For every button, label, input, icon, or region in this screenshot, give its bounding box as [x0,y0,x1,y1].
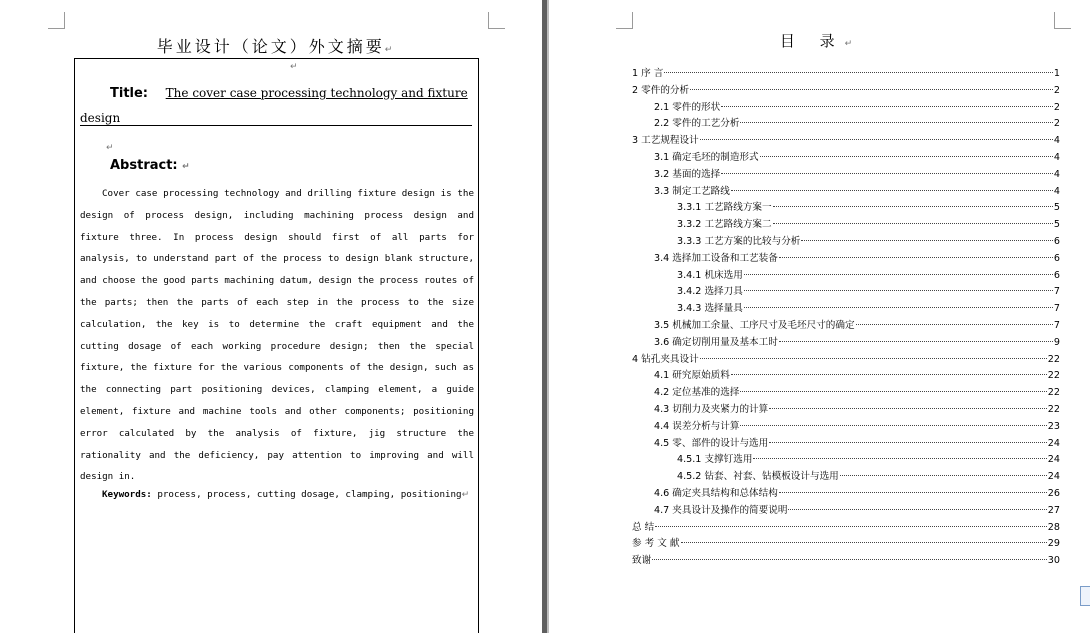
abstract-page [0,0,540,633]
toc-entry-page: 26 [1047,487,1060,499]
toc-dot-leader [731,190,1053,191]
toc-entry-page: 6 [1053,235,1060,247]
toc-dot-leader [700,139,1053,140]
toc-entry-page: 4 [1053,135,1060,147]
toc-entry-page: 22 [1047,387,1060,399]
toc-entry-page: 28 [1047,521,1060,533]
toc-dot-leader [721,106,1053,107]
document-corner-icon[interactable] [1080,586,1090,606]
toc-dot-leader [721,173,1053,174]
title-text-line-1: The cover case processing technology and fixture [165,86,468,100]
toc-entry[interactable] [632,217,1060,234]
toc-entry-label: 3.1 确定毛坯的制造形式 [654,151,759,163]
toc-entry[interactable] [632,520,1060,537]
toc-entry[interactable] [632,116,1060,133]
toc-dot-leader [760,156,1053,157]
toc-entry-label: 4.5 零、部件的设计与选用 [654,437,769,449]
crop-mark-top-left [48,12,65,29]
toc-entry[interactable] [632,335,1060,352]
toc-dot-leader [652,559,1047,560]
toc-entry-page: 7 [1053,303,1060,315]
toc-dot-leader [753,458,1046,459]
toc-entry-page: 5 [1053,219,1060,231]
toc-entry-page: 27 [1047,504,1060,516]
toc-entry-page: 6 [1053,252,1060,264]
toc-dot-leader [731,374,1047,375]
toc-entry[interactable] [632,486,1060,503]
toc-entry-label: 3.2 基面的选择 [654,168,721,180]
toc-entry[interactable] [632,368,1060,385]
toc-dot-leader [769,442,1047,443]
toc-entry-label: 3.4.3 选择量具 [677,303,743,315]
toc-entry-label: 3 工艺规程设计 [632,135,699,147]
toc-entry-label: 4.5.1 支撑钉选用 [677,454,753,466]
toc-entry[interactable] [632,436,1060,453]
toc-entry-page: 22 [1047,370,1060,382]
toc-dot-leader [779,492,1047,493]
toc-dot-leader [690,89,1053,90]
title-label: Title: [110,86,149,101]
keywords-text: process, process, cutting dosage, clamping, positioning [157,489,462,500]
toc-dot-leader [744,307,1053,308]
toc-dot-leader [681,542,1047,543]
toc-entry-page: 24 [1047,437,1060,449]
toc-entry-page: 5 [1053,202,1060,214]
toc-entry[interactable] [632,452,1060,469]
toc-dot-leader [664,72,1053,73]
toc-entry[interactable] [632,352,1060,369]
toc-entry-page: 7 [1053,286,1060,298]
toc-dot-leader [779,257,1053,258]
toc-entry-page: 4 [1053,185,1060,197]
toc-dot-leader [840,475,1047,476]
toc-entry[interactable] [632,66,1060,83]
toc-entry-label: 4 钻孔夹具设计 [632,353,699,365]
toc-dot-leader [773,223,1053,224]
toc-dot-leader [779,341,1053,342]
crop-mark-top-right [1054,12,1071,29]
toc-entry-page: 1 [1053,68,1060,79]
keywords-line: Keywords: process, process, cutting dosage, clamping, positioning↵ [102,489,470,500]
abstract-body-text: Cover case processing technology and drilling fixture design is the design of process design, including machining process design and fixture three. In process design should first of all parts for analysis, to understand part of the process to design blank structure, and choose the good parts machining datum, design the process routes of the parts; then the parts of each step in the process to the size calculation, the key is to determine the craft equipment and the cutting dosage of each working procedure design; then the special fixture, the fixture for the various components of the design, such as the connecting part positioning devices, clamping element, a guide element, fixture and machine tools and other components; positioning error calculated by the analysis of fixture, jig structure the rationality and the deficiency, pay attention to improving and will design in. [80,188,474,483]
crop-mark-top-left [616,12,633,29]
toc-entry[interactable] [632,200,1060,217]
toc-dot-leader [769,408,1047,409]
toc-dot-leader [744,290,1053,291]
toc-list [632,66,1060,570]
toc-entry-page: 2 [1053,84,1060,96]
toc-entry[interactable] [632,469,1060,486]
toc-entry[interactable] [632,385,1060,402]
toc-entry[interactable] [632,167,1060,184]
toc-page [552,0,1090,633]
toc-entry[interactable] [632,284,1060,301]
toc-entry-label: 3.4 选择加工设备和工艺装备 [654,252,778,264]
toc-entry-page: 23 [1047,420,1060,432]
abstract-label: Abstract: ↵ [110,158,190,173]
toc-entry-page: 22 [1047,353,1060,365]
toc-entry[interactable] [632,301,1060,318]
toc-entry[interactable] [632,536,1060,553]
toc-entry-page: 2 [1053,101,1060,113]
toc-dot-leader [801,240,1052,241]
toc-entry-page: 30 [1047,555,1060,567]
toc-entry[interactable] [632,251,1060,268]
toc-entry-label: 3.3.2 工艺路线方案二 [677,219,772,231]
toc-entry-page: 24 [1047,454,1060,466]
toc-entry[interactable] [632,184,1060,201]
toc-entry[interactable] [632,234,1060,251]
crop-mark-top-right [488,12,505,29]
toc-entry[interactable] [632,100,1060,117]
toc-entry-label: 总 结 [632,521,655,533]
toc-dot-leader [788,509,1046,510]
toc-entry-label: 3.6 确定切削用量及基本工时 [654,336,778,348]
toc-dot-leader [773,206,1053,207]
toc-entry[interactable] [632,83,1060,100]
toc-dot-leader [740,425,1046,426]
toc-entry[interactable] [632,133,1060,150]
toc-entry[interactable] [632,150,1060,167]
toc-entry[interactable] [632,419,1060,436]
toc-entry-page: 24 [1047,471,1060,483]
toc-entry[interactable] [632,402,1060,419]
toc-dot-leader [856,324,1053,325]
toc-entry-label: 4.7 夹具设计及操作的简要说明 [654,504,788,516]
toc-entry-label: 4.5.2 钻套、衬套、钻模板设计与选用 [677,471,839,483]
keywords-label: Keywords: [102,489,152,500]
toc-entry-page: 29 [1047,538,1060,550]
page-gutter [540,0,552,633]
toc-entry-page: 4 [1053,168,1060,180]
toc-entry-label: 3.3.3 工艺方案的比较与分析 [677,235,801,247]
toc-entry-label: 4.3 切削力及夹紧力的计算 [654,403,769,415]
toc-entry-page: 4 [1053,151,1060,163]
toc-dot-leader [744,274,1053,275]
toc-title: 目 录↵ [779,32,863,50]
toc-dot-leader [700,358,1047,359]
toc-entry[interactable] [632,268,1060,285]
toc-entry-page: 22 [1047,403,1060,415]
title-block [80,86,474,126]
toc-entry-label: 4.6 确定夹具结构和总体结构 [654,487,778,499]
toc-dot-leader [740,122,1052,123]
toc-entry-label: 3.3.1 工艺路线方案一 [677,202,772,214]
toc-entry-label: 3.4.1 机床选用 [677,269,743,281]
toc-entry-label: 4.1 研究原始质料 [654,370,730,382]
toc-entry-label: 3.4.2 选择刀具 [677,286,743,298]
toc-entry-page: 9 [1053,336,1060,348]
toc-entry-label: 致谢 [632,555,652,567]
toc-entry-label: 2 零件的分析 [632,84,690,96]
toc-entry[interactable] [632,553,1060,570]
title-text-line-2: design [80,111,472,126]
toc-dot-leader [740,391,1046,392]
toc-entry-page: 6 [1053,269,1060,281]
toc-dot-leader [655,526,1047,527]
paragraph-mark: ↵ [106,143,114,153]
toc-entry-label: 3.5 机械加工余量、工序尺寸及毛坯尺寸的确定 [654,319,855,331]
toc-entry-label: 2.2 零件的工艺分析 [654,118,740,130]
abstract-page-heading: 毕业设计（论文）外文摘要↵ [156,37,396,56]
toc-entry-page: 2 [1053,118,1060,130]
toc-entry-label: 1 序 言 [632,68,664,79]
toc-entry-label: 4.2 定位基准的选择 [654,387,740,399]
paragraph-mark: ↵ [290,62,298,72]
toc-entry-label: 4.4 误差分析与计算 [654,420,740,432]
toc-entry-page: 7 [1053,319,1060,331]
toc-entry[interactable] [632,503,1060,520]
toc-entry-label: 2.1 零件的形状 [654,101,721,113]
toc-entry-label: 3.3 制定工艺路线 [654,185,730,197]
toc-entry-label: 参 考 文 献 [632,538,680,550]
toc-entry[interactable] [632,318,1060,335]
